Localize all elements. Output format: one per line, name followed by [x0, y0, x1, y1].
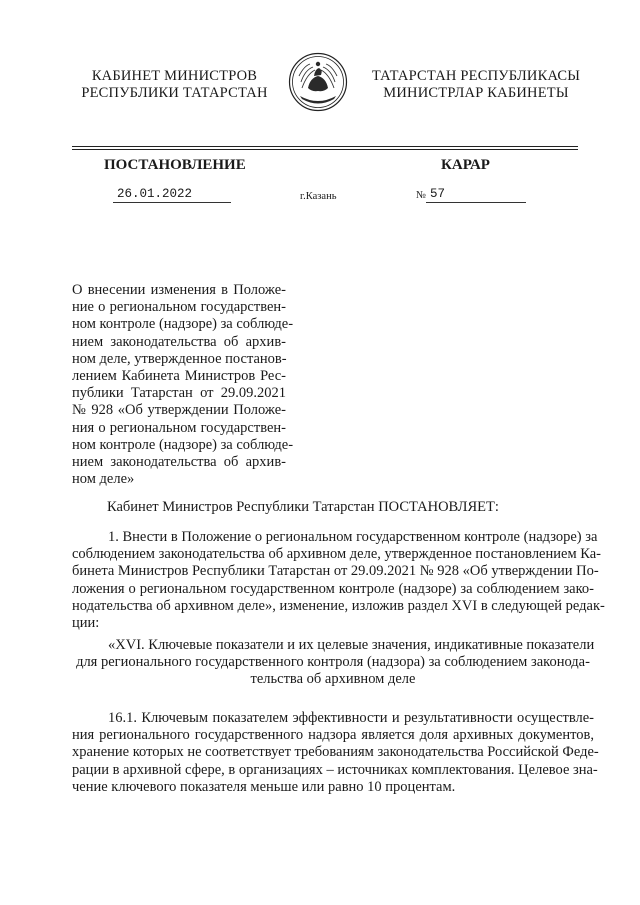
item-1-line: бинета Министров Республики Татарстан от 29.09.2021 № 928 «Об утверждении По-	[72, 563, 599, 580]
subject-line: ном контроле (надзоре) за соблюде-	[72, 316, 294, 333]
section-heading-line: для регионального государственного контроля (надзора) за соблюдением законода-	[76, 654, 590, 671]
subject-line: публики Татарстан от 29.09.2021	[72, 385, 286, 402]
subject-line: ние о региональном государствен-	[72, 299, 286, 316]
item-16-1-line: чение ключевого показателя меньше или равно 10 процентам.	[72, 778, 456, 795]
issuer-line: КАБИНЕТ МИНИСТРОВ	[91, 68, 258, 84]
item-1	[72, 529, 605, 632]
subject-line: ном контроле (надзоре) за соблюде-	[72, 436, 294, 453]
subject-line: О внесении изменения в Положе-	[72, 282, 286, 298]
header-divider	[72, 149, 578, 150]
header-divider	[72, 146, 578, 147]
item-1-line: 1. Внести в Положение о региональном государственном контроле (надзоре) за	[108, 529, 598, 545]
doc-type-russian: ПОСТАНОВЛЕНИЕ	[104, 157, 246, 173]
item-16-1-line: рации в архивной сфере, в организациях – источниках комплектования. Целевое зна-	[72, 761, 598, 778]
subject-line: лением Кабинета Министров Рес-	[72, 367, 286, 384]
section-heading-line: «XVI. Ключевые показатели и их целевые значения, индикативные показатели	[108, 637, 595, 653]
doc-number: 57	[430, 187, 446, 201]
issuer-line: МИНИСТРЛАР КАБИНЕТЫ	[383, 85, 569, 101]
item-16-1	[72, 710, 599, 796]
subject-line: нием законодательства об архив-	[72, 453, 286, 470]
issuer-name-tatar	[362, 68, 590, 102]
item-1-line: нодательства об архивном деле», изменение, изложив раздел XVI в следующей редак-	[72, 597, 605, 614]
item-1-line: ции:	[72, 614, 100, 631]
number-underline	[426, 202, 526, 203]
subject-line: ном деле»	[72, 471, 135, 488]
item-16-1-line: 16.1. Ключевым показателем эффективности и результативности осуществле-	[108, 710, 594, 726]
section-heading-line: тельства об архивном деле	[250, 671, 416, 688]
issuer-line: РЕСПУБЛИКИ ТАТАРСТАН	[81, 85, 268, 101]
coat-of-arms-icon	[288, 52, 348, 112]
date-underline	[113, 202, 231, 203]
doc-city: г.Казань	[300, 191, 337, 202]
doc-subject	[72, 282, 294, 488]
subject-line: нием законодательства об архив-	[72, 333, 286, 350]
subject-line: ном деле, утвержденное постанов-	[72, 350, 287, 367]
section-heading	[72, 637, 594, 689]
item-16-1-line: хранение которых не соответствует требованиям законодательства Российской Феде-	[72, 744, 599, 761]
item-1-line: соблюдением законодательства об архивном деле, утвержденное постановлением Ка-	[72, 546, 601, 563]
issuer-line: ТАТАРСТАН РЕСПУБЛИКАСЫ	[371, 68, 581, 84]
subject-line: ния о региональном государствен-	[72, 419, 286, 436]
doc-number-label: №	[416, 190, 427, 201]
item-1-line: ложения о региональном государственном контроле (надзоре) за соблюдением зако-	[72, 580, 594, 597]
item-16-1-line: ния регионального государственного надзора является доля архивных документов,	[72, 727, 594, 744]
subject-line: № 928 «Об утверждении Положе-	[72, 402, 286, 419]
doc-date: 26.01.2022	[117, 187, 193, 201]
preamble: Кабинет Министров Республики Татарстан ПОСТАНОВЛЯЕТ:	[107, 499, 499, 515]
doc-type-tatar: КАРАР	[441, 157, 490, 173]
issuer-name-russian	[72, 68, 277, 102]
